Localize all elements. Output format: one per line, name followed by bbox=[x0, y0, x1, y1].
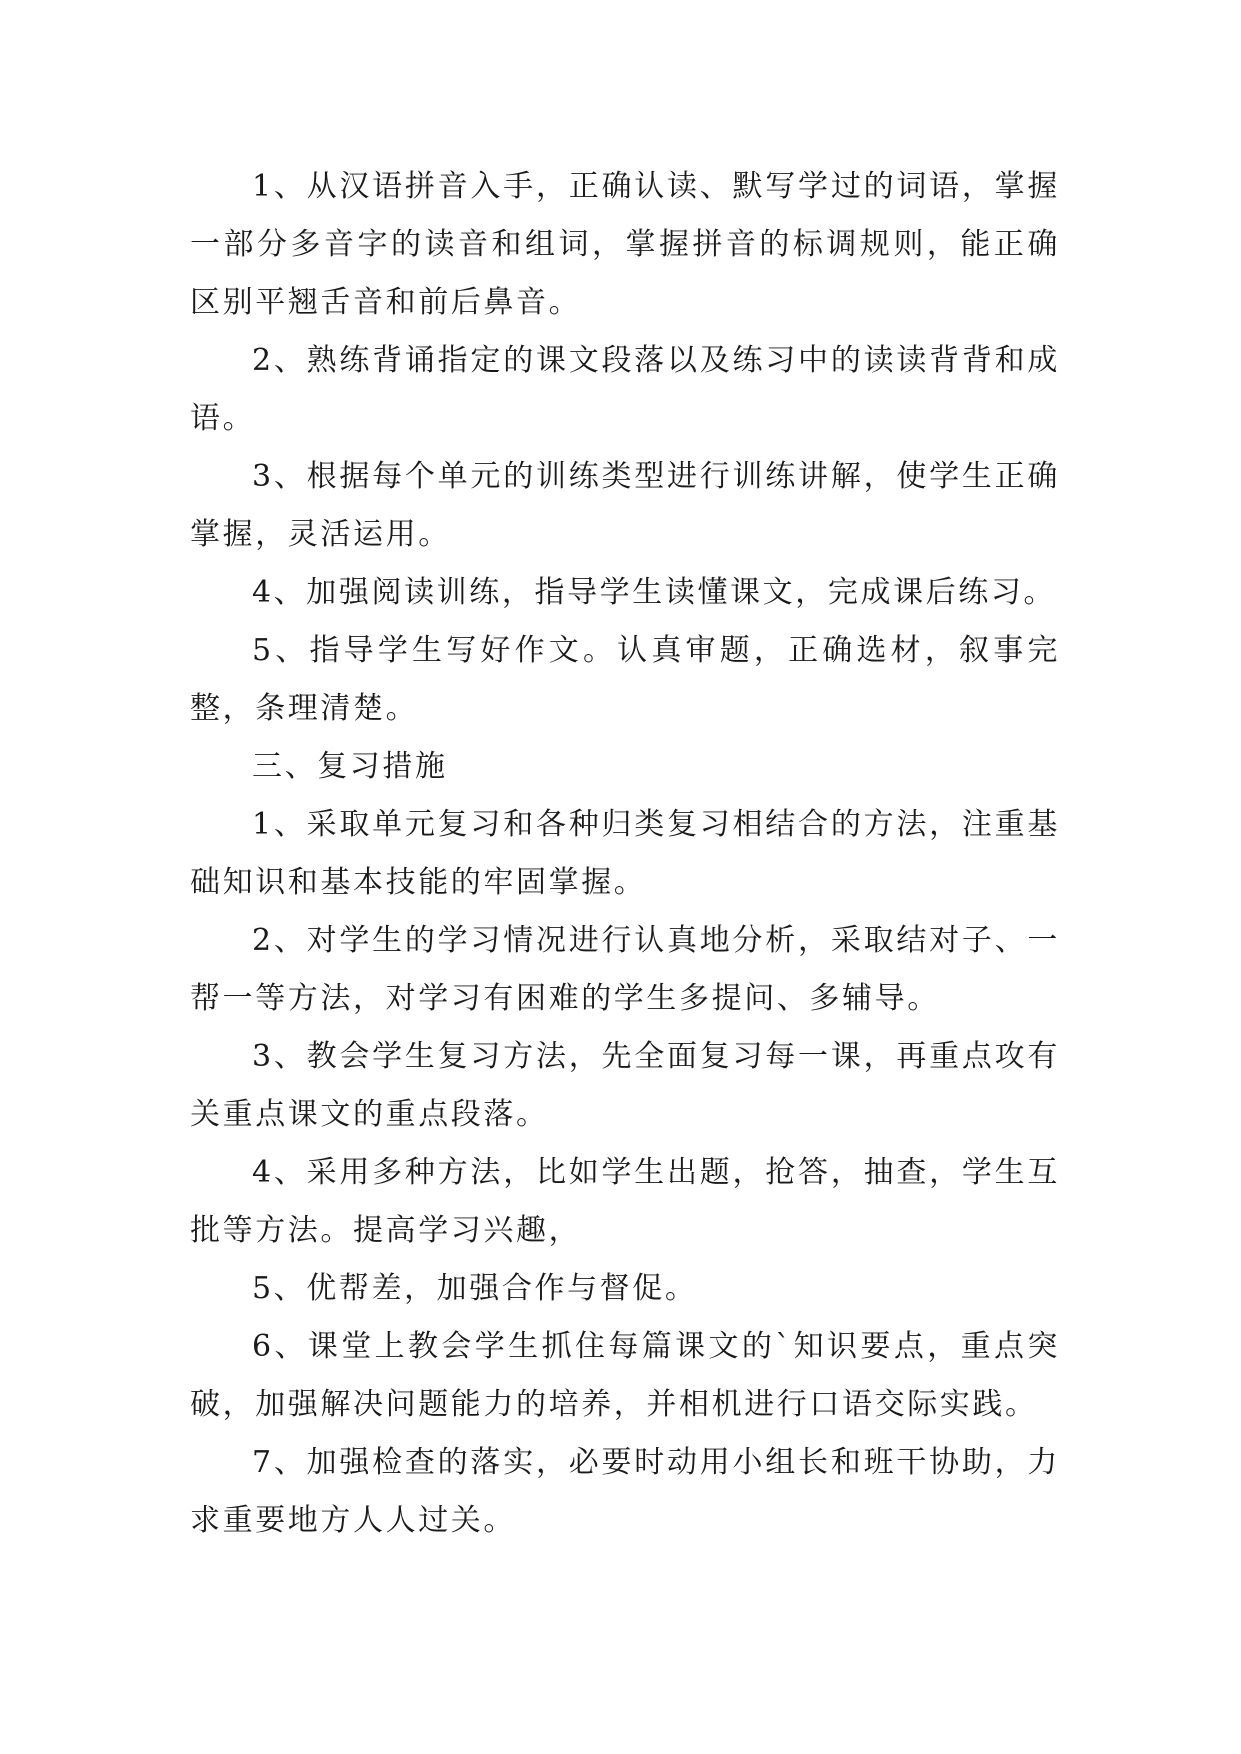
paragraph-measure-5: 5、优帮差，加强合作与督促。 bbox=[252, 1271, 698, 1306]
paragraph-measure-7: 7、加强检查的落实，必要时动用小组长和班干协助，力求重要地方人人过关。 bbox=[190, 1445, 1060, 1538]
paragraph-review-content-5: 5、指导学生写好作文。认真审题，正确选材，叙事完整，条理清楚。 bbox=[190, 633, 1060, 726]
paragraph-review-content-3: 3、根据每个单元的训练类型进行训练讲解，使学生正确掌握，灵活运用。 bbox=[190, 459, 1060, 552]
section-heading-review-measures: 三、复习措施 bbox=[252, 749, 448, 784]
paragraph-review-content-1: 1、从汉语拼音入手，正确认读、默写学过的词语，掌握一部分多音字的读音和组词，掌握拼音的标调规则，能正确区别平翘舌音和前后鼻音。 bbox=[190, 169, 1060, 320]
paragraph-measure-3: 3、教会学生复习方法，先全面复习每一课，再重点攻有关重点课文的重点段落。 bbox=[190, 1039, 1060, 1132]
paragraph-measure-1: 1、采取单元复习和各种归类复习相结合的方法，注重基础知识和基本技能的牢固掌握。 bbox=[190, 807, 1060, 900]
paragraph-measure-6: 6、课堂上教会学生抓住每篇课文的`知识要点，重点突破，加强解决问题能力的培养，并相机进行口语交际实践。 bbox=[190, 1329, 1060, 1422]
paragraph-review-content-2: 2、熟练背诵指定的课文段落以及练习中的读读背背和成语。 bbox=[190, 343, 1060, 436]
paragraph-measure-2: 2、对学生的学习情况进行认真地分析，采取结对子、一帮一等方法，对学习有困难的学生多提问、多辅导。 bbox=[190, 923, 1060, 1016]
paragraph-measure-4: 4、采用多种方法，比如学生出题，抢答，抽查，学生互批等方法。提高学习兴趣， bbox=[190, 1155, 1060, 1248]
paragraph-review-content-4: 4、加强阅读训练，指导学生读懂课文，完成课后练习。 bbox=[252, 575, 1057, 610]
document-body bbox=[190, 158, 1060, 1550]
